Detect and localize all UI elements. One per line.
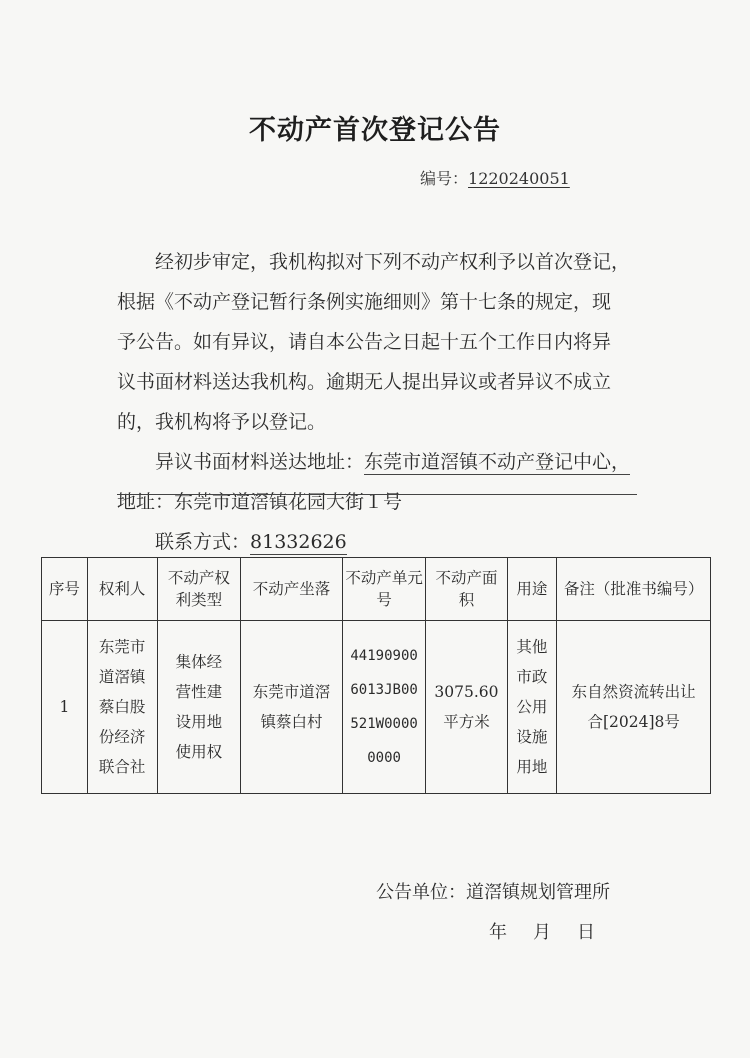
header-cell: 不动产单元号 [342, 558, 426, 621]
body-line: 根据《不动产登记暂行条例实施细则》第十七条的规定，现 [117, 291, 612, 313]
header-cell: 不动产坐落 [241, 558, 343, 621]
header-cell: 不动产面积 [426, 558, 507, 621]
date-month: 月 [533, 922, 551, 943]
cell-index: 1 [42, 621, 88, 794]
body-line: 的，我机构将予以登记。 [117, 411, 327, 433]
objection-address-value: 东莞市道滘镇不动产登记中心， [364, 451, 631, 473]
cell-unit-no: 441909006013JB00521W00000000 [342, 621, 426, 794]
header-cell: 序号 [42, 558, 88, 621]
body-line: 议书面材料送达我机构。逾期无人提出异议或者异议不成立 [117, 371, 612, 393]
cell-note: 东自然资流转出让合[2024]8号 [557, 621, 711, 794]
cell-location: 东莞市道滘镇蔡白村 [241, 621, 343, 794]
registration-table [41, 557, 711, 794]
cell-usage: 其他市政公用设施用地 [507, 621, 557, 794]
date-day: 日 [577, 922, 595, 943]
contact-value: 81332626 [250, 531, 347, 553]
document-number-value: 1220240051 [468, 169, 570, 188]
document-number [420, 166, 570, 189]
header-cell: 不动产权利类型 [157, 558, 241, 621]
header-cell: 用途 [507, 558, 557, 621]
issue-date [489, 918, 621, 944]
table-header-row [42, 558, 711, 621]
cell-area: 3075.60平方米 [426, 621, 507, 794]
announcement-body [117, 242, 657, 562]
contact-line [117, 522, 657, 562]
table-row [42, 621, 711, 794]
objection-address-label: 异议书面材料送达地址： [155, 451, 365, 473]
body-line: 经初步审定，我机构拟对下列不动产权利予以首次登记， [155, 251, 631, 273]
header-cell: 备注（批准书编号） [557, 558, 711, 621]
issuing-unit: 公告单位：道滘镇规划管理所 [376, 882, 610, 903]
header-cell: 权利人 [87, 558, 157, 621]
contact-label: 联系方式： [155, 531, 251, 553]
body-line: 予公告。如有异议，请自本公告之日起十五个工作日内将异 [117, 331, 612, 353]
document-number-label: 编号： [420, 169, 469, 188]
page-title: 不动产首次登记公告 [249, 115, 501, 146]
objection-street-address: 地址：东莞市道滘镇花园大街１号 [117, 491, 403, 513]
address-underline [117, 494, 637, 495]
date-year: 年 [489, 922, 507, 943]
cell-right-type: 集体经营性建设用地使用权 [157, 621, 241, 794]
cell-owner: 东莞市道滘镇蔡白股份经济联合社 [87, 621, 157, 794]
objection-address-line [117, 442, 657, 482]
